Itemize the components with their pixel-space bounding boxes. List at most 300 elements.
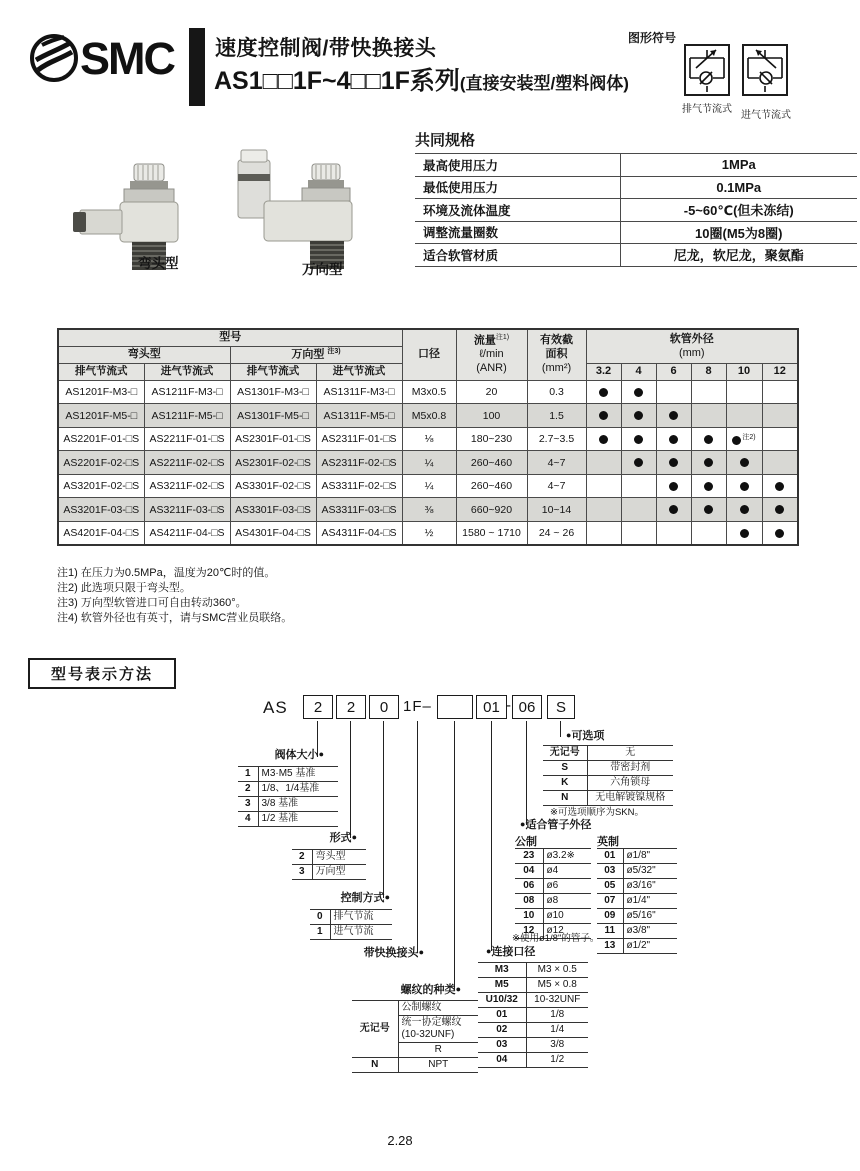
spec-cell: 10-32UNF bbox=[526, 993, 588, 1008]
model-cell: AS3201F-03-□S bbox=[58, 498, 144, 522]
spec-cell: 进气节流 bbox=[330, 925, 392, 940]
port-cell: ⅛ bbox=[402, 427, 456, 451]
spec-cell: 13 bbox=[597, 939, 623, 954]
model-cell: AS3201F-02-□S bbox=[58, 474, 144, 498]
spec-cell: 万向型 bbox=[312, 865, 366, 880]
port-size-table bbox=[478, 962, 588, 1068]
availability-dot bbox=[634, 388, 643, 397]
universal-type-photo bbox=[224, 148, 374, 280]
code-mid: 1F– bbox=[403, 698, 432, 715]
availability-cell bbox=[762, 521, 798, 545]
thread-code-cell: N bbox=[352, 1058, 398, 1073]
col-header-universal bbox=[230, 346, 402, 363]
spec-row bbox=[515, 849, 591, 864]
area-cell: 4~7 bbox=[527, 451, 586, 475]
model-table-row bbox=[58, 427, 798, 451]
spec-row bbox=[238, 812, 338, 827]
spec-row bbox=[597, 909, 677, 924]
availability-cell bbox=[691, 451, 726, 475]
spec-row bbox=[292, 850, 366, 865]
availability-dot bbox=[669, 411, 678, 420]
style-table bbox=[292, 849, 366, 880]
availability-dot bbox=[599, 411, 608, 420]
spec-cell: 尼龙，软尼龙，聚氨酯 bbox=[620, 244, 857, 267]
availability-dot bbox=[669, 482, 678, 491]
note-2: 注2) 此选项只限于弯头型。 bbox=[57, 582, 191, 594]
spec-cell: 1MPa bbox=[620, 154, 857, 177]
availability-dot bbox=[704, 435, 713, 444]
spec-cell: 带密封剂 bbox=[587, 761, 673, 776]
spec-cell: ø6 bbox=[543, 879, 591, 894]
availability-cell bbox=[762, 498, 798, 522]
spec-row bbox=[415, 221, 857, 244]
availability-dot bbox=[634, 458, 643, 467]
spec-cell: ø1/2" bbox=[623, 939, 677, 954]
spec-cell: 1 bbox=[238, 767, 258, 782]
options-label bbox=[566, 729, 604, 743]
availability-cell bbox=[586, 380, 621, 404]
spec-row bbox=[515, 879, 591, 894]
spec-cell: 排气节流 bbox=[330, 910, 392, 925]
area-cell: 10~14 bbox=[527, 498, 586, 522]
availability-cell bbox=[621, 474, 656, 498]
spec-cell: 10圈(M5为8圈) bbox=[620, 221, 857, 244]
port-cell: ¼ bbox=[402, 474, 456, 498]
spec-cell: ø4 bbox=[543, 864, 591, 879]
spec-cell: M5 bbox=[478, 978, 526, 993]
col-header-exhaust-1: 排气节流式 bbox=[58, 364, 144, 381]
code-box-control: 0 bbox=[369, 695, 399, 719]
col-header-flow bbox=[456, 329, 527, 380]
model-cell: AS2201F-02-□S bbox=[58, 451, 144, 475]
model-table-row bbox=[58, 451, 798, 475]
col-header-tube-od bbox=[586, 329, 798, 364]
spec-row bbox=[238, 797, 338, 812]
spec-row bbox=[515, 864, 591, 879]
spec-row bbox=[238, 782, 338, 797]
spec-row bbox=[597, 939, 677, 954]
spec-row bbox=[597, 879, 677, 894]
spec-row bbox=[597, 894, 677, 909]
spec-row bbox=[415, 244, 857, 267]
spec-row bbox=[478, 1008, 588, 1023]
availability-cell bbox=[762, 427, 798, 451]
spec-cell: -5~60℃(但未冻结) bbox=[620, 199, 857, 222]
model-table-row bbox=[58, 521, 798, 545]
spec-cell: 无电解镀镍规格 bbox=[587, 791, 673, 806]
leader-line-style bbox=[350, 721, 351, 838]
availability-cell bbox=[656, 474, 691, 498]
spec-row bbox=[310, 910, 392, 925]
spec-cell: 1 bbox=[310, 925, 330, 940]
spec-cell: 调整流量圈数 bbox=[415, 221, 620, 244]
spec-cell: K bbox=[543, 776, 587, 791]
spec-cell: 3/8 bbox=[526, 1038, 588, 1053]
availability-dot bbox=[599, 388, 608, 397]
flow-unit2: (ANR) bbox=[476, 362, 507, 375]
spec-cell: 最低使用压力 bbox=[415, 176, 620, 199]
port-cell: ½ bbox=[402, 521, 456, 545]
availability-cell bbox=[762, 404, 798, 428]
spec-cell: 无记号 bbox=[543, 746, 587, 761]
thread-type-table bbox=[352, 1000, 478, 1073]
leader-dot: ● bbox=[520, 819, 526, 829]
tube-od-title: 适合管子外径 bbox=[525, 819, 592, 831]
col-header-size-4: 4 bbox=[621, 364, 656, 381]
model-cell: AS1201F-M3-□ bbox=[58, 380, 144, 404]
area-line1: 有效截 bbox=[540, 334, 573, 347]
availability-cell bbox=[621, 451, 656, 475]
model-cell: AS1201F-M5-□ bbox=[58, 404, 144, 428]
spec-cell: 1/8 bbox=[526, 1008, 588, 1023]
model-cell: AS2311F-02-□S bbox=[316, 451, 402, 475]
availability-cell bbox=[762, 474, 798, 498]
spec-row bbox=[478, 1023, 588, 1038]
availability-dot bbox=[669, 505, 678, 514]
model-table-row bbox=[58, 404, 798, 428]
page-number: 2.28 bbox=[387, 1133, 413, 1148]
spec-cell: 2 bbox=[238, 782, 258, 797]
model-table-row bbox=[58, 474, 798, 498]
area-cell: 24 ~ 26 bbox=[527, 521, 586, 545]
spec-cell: ø5/32" bbox=[623, 864, 677, 879]
leader-line-fitting bbox=[417, 721, 418, 953]
leader-dot: ● bbox=[318, 749, 324, 759]
availability-dot bbox=[740, 505, 749, 514]
spec-cell: 2 bbox=[292, 850, 312, 865]
model-cell: AS1211F-M5-□ bbox=[144, 404, 230, 428]
availability-cell bbox=[691, 427, 726, 451]
code-box-thread bbox=[437, 695, 473, 719]
spec-row bbox=[543, 776, 673, 791]
availability-cell bbox=[726, 498, 762, 522]
thread-desc-cell: 统一协定螺纹 (10-32UNF) bbox=[398, 1016, 478, 1043]
spec-cell: 23 bbox=[515, 849, 543, 864]
spec-cell: 03 bbox=[597, 864, 623, 879]
leader-dot: ● bbox=[351, 832, 357, 842]
model-cell: AS2301F-01-□S bbox=[230, 427, 316, 451]
options-title: 可选项 bbox=[571, 730, 605, 742]
smc-logo bbox=[28, 26, 188, 88]
availability-dot bbox=[775, 482, 784, 491]
availability-dot bbox=[740, 458, 749, 467]
availability-cell bbox=[586, 451, 621, 475]
spec-cell: 07 bbox=[597, 894, 623, 909]
availability-cell bbox=[621, 427, 656, 451]
control-table bbox=[310, 909, 392, 940]
col-header-size-12: 12 bbox=[762, 364, 798, 381]
spec-cell: 06 bbox=[515, 879, 543, 894]
intake-symbol-label: 进气节流式 bbox=[741, 110, 791, 121]
spec-cell: 3/8 基准 bbox=[258, 797, 338, 812]
flow-cell: 660~920 bbox=[456, 498, 527, 522]
note-3: 注3) 万向型软管进口可自由转动360°。 bbox=[57, 597, 247, 609]
model-cell: AS3211F-03-□S bbox=[144, 498, 230, 522]
col-header-area bbox=[527, 329, 586, 380]
dot-note-ref: 注2) bbox=[742, 433, 756, 441]
series-title bbox=[214, 61, 629, 97]
inch-label: 英制 bbox=[597, 836, 619, 848]
spec-cell: 六角锁母 bbox=[587, 776, 673, 791]
availability-cell bbox=[586, 427, 621, 451]
col-header-model: 型号 bbox=[58, 329, 402, 346]
spec-cell: 05 bbox=[597, 879, 623, 894]
spec-cell: N bbox=[543, 791, 587, 806]
availability-cell bbox=[726, 451, 762, 475]
spec-cell: 1/2 bbox=[526, 1053, 588, 1068]
availability-dot bbox=[740, 529, 749, 538]
common-specs-table bbox=[415, 153, 857, 267]
availability-cell bbox=[726, 521, 762, 545]
code-box-tube: 06 bbox=[512, 695, 542, 719]
availability-dot bbox=[704, 505, 713, 514]
spec-row bbox=[478, 993, 588, 1008]
availability-cell bbox=[656, 521, 691, 545]
port-size-title: 连接口径 bbox=[491, 946, 536, 958]
flow-cell: 260~460 bbox=[456, 451, 527, 475]
exhaust-throttle-symbol-icon bbox=[684, 44, 730, 96]
spec-cell: 4 bbox=[238, 812, 258, 827]
availability-cell bbox=[726, 380, 762, 404]
thread-type-title: 螺纹的种类 bbox=[400, 984, 456, 996]
col-header-port: 口径 bbox=[402, 329, 456, 380]
availability-cell bbox=[621, 521, 656, 545]
model-cell: AS2201F-01-□S bbox=[58, 427, 144, 451]
leader-line-thread bbox=[454, 721, 455, 990]
model-cell: AS1311F-M3-□ bbox=[316, 380, 402, 404]
leader-dot: ● bbox=[486, 946, 492, 956]
model-cell: AS4211F-04-□S bbox=[144, 521, 230, 545]
style-title: 形式 bbox=[329, 832, 352, 844]
model-cell: AS2211F-01-□S bbox=[144, 427, 230, 451]
availability-cell bbox=[726, 427, 762, 451]
col-header-intake-1: 进气节流式 bbox=[144, 364, 230, 381]
spec-cell: 弯头型 bbox=[312, 850, 366, 865]
metric-label: 公制 bbox=[515, 836, 537, 848]
model-cell: AS4311F-04-□S bbox=[316, 521, 402, 545]
availability-dot bbox=[704, 482, 713, 491]
spec-cell: ø12 bbox=[543, 924, 591, 939]
availability-dot bbox=[775, 505, 784, 514]
body-size-table bbox=[238, 766, 338, 827]
spec-cell: M5 × 0.8 bbox=[526, 978, 588, 993]
code-prefix: AS bbox=[263, 698, 288, 717]
spec-cell: 最高使用压力 bbox=[415, 154, 620, 177]
thread-type-label bbox=[401, 983, 461, 997]
leader-line-port bbox=[491, 721, 492, 951]
spec-cell: M3 × 0.5 bbox=[526, 963, 588, 978]
spec-row bbox=[515, 909, 591, 924]
leader-line-control bbox=[383, 721, 384, 898]
port-size-label bbox=[486, 945, 535, 959]
flow-cell: 260~460 bbox=[456, 474, 527, 498]
availability-dot bbox=[669, 435, 678, 444]
availability-cell bbox=[726, 404, 762, 428]
spec-cell: 适合软管材质 bbox=[415, 244, 620, 267]
flow-note-ref: 注1) bbox=[495, 334, 510, 341]
spec-row bbox=[478, 1038, 588, 1053]
elbow-type-label: 弯头型 bbox=[138, 256, 179, 271]
model-cell: AS2211F-02-□S bbox=[144, 451, 230, 475]
spec-cell: ø1/8" bbox=[623, 849, 677, 864]
spec-cell: 02 bbox=[478, 1023, 526, 1038]
availability-cell bbox=[691, 498, 726, 522]
port-cell: M5x0.8 bbox=[402, 404, 456, 428]
options-note: ※可选项顺序为SKN。 bbox=[550, 807, 644, 818]
page-title: 速度控制阀/带快换接头 bbox=[215, 37, 437, 60]
spec-cell: ø3/16" bbox=[623, 879, 677, 894]
availability-cell bbox=[586, 404, 621, 428]
spec-cell: 03 bbox=[478, 1038, 526, 1053]
model-cell: AS3301F-03-□S bbox=[230, 498, 316, 522]
spec-row bbox=[292, 865, 366, 880]
spec-cell: 0.1MPa bbox=[620, 176, 857, 199]
leader-dot: ● bbox=[418, 947, 424, 957]
model-cell: AS4201F-04-□S bbox=[58, 521, 144, 545]
model-cell: AS3301F-02-□S bbox=[230, 474, 316, 498]
spec-cell: 01 bbox=[478, 1008, 526, 1023]
leader-dot: ● bbox=[455, 984, 461, 994]
spec-cell: U10/32 bbox=[478, 993, 526, 1008]
code-box-option: S bbox=[547, 695, 575, 719]
availability-dot bbox=[669, 458, 678, 467]
flow-cell: 100 bbox=[456, 404, 527, 428]
model-cell: AS2311F-01-□S bbox=[316, 427, 402, 451]
availability-cell bbox=[656, 451, 691, 475]
spec-row bbox=[310, 925, 392, 940]
spec-row bbox=[478, 963, 588, 978]
spec-cell: 04 bbox=[515, 864, 543, 879]
spec-cell: 1/4 bbox=[526, 1023, 588, 1038]
spec-cell: ø1/4" bbox=[623, 894, 677, 909]
availability-cell bbox=[656, 427, 691, 451]
thread-desc-cell: NPT bbox=[398, 1058, 478, 1073]
availability-cell bbox=[691, 521, 726, 545]
leader-dot: ● bbox=[566, 730, 572, 740]
col-header-size-6: 6 bbox=[656, 364, 691, 381]
spec-row bbox=[597, 924, 677, 939]
universal-type-label: 万向型 bbox=[302, 262, 343, 277]
flow-cell: 20 bbox=[456, 380, 527, 404]
title-divider-bar bbox=[189, 28, 205, 106]
model-cell: AS1211F-M3-□ bbox=[144, 380, 230, 404]
tube-od-label: 软管外径 bbox=[669, 332, 714, 345]
spec-cell: ø3.2※ bbox=[543, 849, 591, 864]
model-cell: AS3211F-02-□S bbox=[144, 474, 230, 498]
port-cell: ¼ bbox=[402, 451, 456, 475]
availability-dot bbox=[634, 435, 643, 444]
spec-row bbox=[597, 864, 677, 879]
spec-cell: 11 bbox=[597, 924, 623, 939]
tube-od-inch-table bbox=[597, 848, 677, 954]
flow-label: 流量 bbox=[473, 334, 496, 347]
spec-cell: M3 bbox=[478, 963, 526, 978]
area-line2: 面积 bbox=[545, 348, 568, 361]
availability-cell bbox=[726, 474, 762, 498]
note-4: 注4) 软管外径也有英寸，请与SMC营业员联络。 bbox=[57, 612, 293, 624]
code-dash: - bbox=[506, 697, 512, 714]
area-unit: (mm²) bbox=[541, 361, 572, 374]
tube-od-unit: (mm) bbox=[678, 346, 705, 359]
col-header-intake-2: 进气节流式 bbox=[316, 364, 402, 381]
spec-cell: 3 bbox=[238, 797, 258, 812]
table-notes bbox=[57, 566, 292, 626]
area-cell: 4~7 bbox=[527, 474, 586, 498]
spec-cell: S bbox=[543, 761, 587, 776]
area-cell: 2.7~3.5 bbox=[527, 427, 586, 451]
series-suffix: (直接安装型/塑料阀体) bbox=[459, 74, 629, 93]
availability-cell bbox=[621, 498, 656, 522]
control-label bbox=[341, 891, 390, 905]
availability-cell bbox=[691, 404, 726, 428]
spec-cell: M3·M5 基准 bbox=[258, 767, 338, 782]
model-cell: AS1301F-M3-□ bbox=[230, 380, 316, 404]
model-cell: AS2301F-02-□S bbox=[230, 451, 316, 475]
flow-cell: 1580 ~ 1710 bbox=[456, 521, 527, 545]
spec-cell: 3 bbox=[292, 865, 312, 880]
note-1: 注1) 在压力为0.5MPa，温度为20℃时的值。 bbox=[57, 567, 276, 579]
universal-label: 万向型 bbox=[291, 348, 325, 361]
col-header-size-3_2: 3.2 bbox=[586, 364, 621, 381]
thread-desc-cell: R bbox=[398, 1043, 478, 1058]
availability-cell bbox=[656, 498, 691, 522]
availability-cell bbox=[586, 521, 621, 545]
spec-row bbox=[478, 1053, 588, 1068]
code-box-body-size: 2 bbox=[303, 695, 333, 719]
availability-cell bbox=[621, 380, 656, 404]
model-table-row bbox=[58, 498, 798, 522]
spec-cell: 09 bbox=[597, 909, 623, 924]
spec-cell: 08 bbox=[515, 894, 543, 909]
spec-row bbox=[238, 767, 338, 782]
spec-cell: 1/2 基准 bbox=[258, 812, 338, 827]
model-cell: AS4301F-04-□S bbox=[230, 521, 316, 545]
area-cell: 1.5 bbox=[527, 404, 586, 428]
series-name: AS1□□1F~4□□1F系列 bbox=[214, 67, 460, 95]
common-specs-title: 共同规格 bbox=[415, 132, 476, 149]
code-box-style: 2 bbox=[336, 695, 366, 719]
availability-cell bbox=[762, 451, 798, 475]
model-cell: AS1301F-M5-□ bbox=[230, 404, 316, 428]
availability-cell bbox=[656, 404, 691, 428]
quick-fitting-title: 带快换接头 bbox=[363, 947, 419, 959]
spec-row bbox=[415, 199, 857, 222]
spec-row bbox=[543, 761, 673, 776]
port-cell: ⅜ bbox=[402, 498, 456, 522]
spec-row bbox=[515, 894, 591, 909]
spec-cell: ø5/16" bbox=[623, 909, 677, 924]
spec-cell: 04 bbox=[478, 1053, 526, 1068]
flow-unit1: ℓ/min bbox=[479, 348, 504, 361]
availability-dot bbox=[634, 411, 643, 420]
availability-dot bbox=[775, 529, 784, 538]
port-cell: M3x0.5 bbox=[402, 380, 456, 404]
col-header-elbow: 弯头型 bbox=[58, 346, 230, 363]
model-cell: AS3311F-02-□S bbox=[316, 474, 402, 498]
body-size-title: 阀体大小 bbox=[274, 749, 319, 761]
quick-fitting-label bbox=[364, 946, 424, 960]
spec-cell: ø8 bbox=[543, 894, 591, 909]
model-table-row bbox=[58, 380, 798, 404]
availability-cell bbox=[586, 474, 621, 498]
spec-cell: 无 bbox=[587, 746, 673, 761]
thread-desc-cell: 公制螺纹 bbox=[398, 1001, 478, 1016]
availability-cell bbox=[586, 498, 621, 522]
availability-cell bbox=[691, 474, 726, 498]
spec-cell: ø3/8" bbox=[623, 924, 677, 939]
metric-note: ※使用ø1/8"的管子。 bbox=[512, 933, 600, 944]
spec-row bbox=[352, 1001, 478, 1016]
